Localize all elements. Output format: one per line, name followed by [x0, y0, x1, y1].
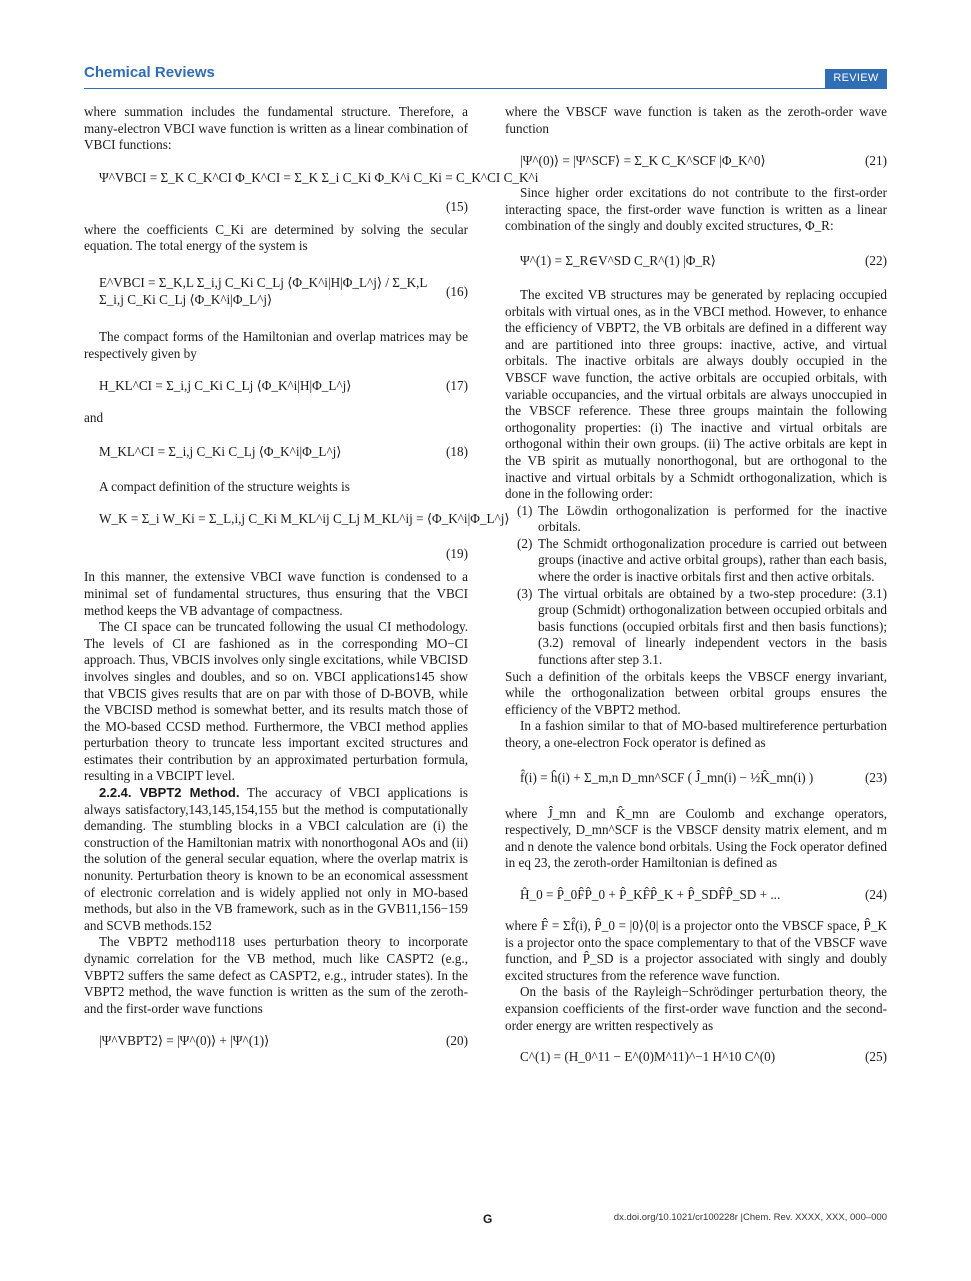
- equation-expression: |Ψ^(0)⟩ = |Ψ^SCF⟩ = Σ_K C_K^SCF |Φ_K^0⟩: [520, 152, 766, 168]
- equation-expression: W_K = Σ_i W_Ki = Σ_L,i,j C_Ki M_KL^ij C_Lj M_KL^ij = ⟨Φ_K^i|Φ_L^j⟩: [99, 511, 510, 527]
- paragraph: The VBPT2 method118 uses perturbation theory to incorporate dynamic correlation for the VB method, much like CASPT2 (e.g., VBPT2 suffers the same defect as CASPT2, e.g., intruder states). In the VBPT2 method, the wave function is written as the sum of the zeroth- and the first-order wave functions: [84, 934, 468, 1016]
- list-text: The Schmidt orthogonalization procedure is carried out between groups (inactive and active orbital groups), rather than each basis, where the order is inactive orbitals first and then active orbitals.: [538, 535, 887, 585]
- equation-expression: M_KL^CI = Σ_i,j C_Ki C_Lj ⟨Φ_K^i|Φ_L^j⟩: [99, 444, 342, 460]
- equation-number: (22): [865, 252, 887, 268]
- equation-21: [505, 141, 887, 181]
- section-heading: 2.2.4. VBPT2 Method.: [99, 785, 240, 801]
- list-item: [505, 503, 887, 536]
- equation-expression: C^(1) = (H_0^11 − E^(0)M^11)^−1 H^10 C^(0): [520, 1048, 776, 1064]
- equation-number: (19): [446, 546, 468, 562]
- list-item: [505, 536, 887, 586]
- list-item: [505, 586, 887, 669]
- paragraph: On the basis of the Rayleigh−Schrödinger perturbation theory, the expansion coefficients of the first-order wave function and the second-order energy are written respectively as: [505, 984, 887, 1033]
- paragraph: and: [84, 410, 104, 426]
- procedure-list: [505, 503, 887, 669]
- paragraph-text: The accuracy of VBCI applications is always satisfactory,143,145,154,155 but the method is computationally demanding. The stumbling blocks in a VBCI calculation are (i) the construction of the Hamiltonian matrix with nonorthogonal AOs and (ii) the solution of the general secular equation, where the overlap matrix is nonunity. Perturbation theory is known to be an economical assessment of electronic correlation and is widely applied not only in MO-based methods, but also in the VB framework, such as in the GVB11,156−159 and SCVB methods.152: [84, 785, 468, 933]
- doi-citation: dx.doi.org/10.1021/cr100228r |Chem. Rev. XXXX, XXX, 000–000: [613, 1212, 887, 1223]
- paragraph: where the VBSCF wave function is taken as the zeroth-order wave function: [505, 104, 887, 136]
- equation-17: [84, 366, 468, 406]
- equation-19-number-row: [84, 543, 468, 565]
- paragraph: A compact definition of the structure weights is: [99, 478, 350, 494]
- right-column: [505, 104, 887, 1080]
- equation-18: [84, 431, 468, 475]
- paragraph: The CI space can be truncated following the usual CI methodology. The levels of CI are fashioned as in the corresponding MO−CI approach. Thus, VBCIS involves only single excitations, while VBCISD involves singles and doubles, and so on. VBCI applications145 show that VBCIS gives results that are on par with those of D-BOVB, while the VBCISD method is somewhat better, and its results match those of the MO-based CCSD method. Furthermore, the VBCI method applies perturbation theory to truncate less important excited structures and estimates their contribution by an approximated perturbation formula, resulting in a VBCIPT level.: [84, 619, 468, 784]
- journal-name: Chemical Reviews: [84, 64, 215, 81]
- paragraph: where F̂ = Σf̂(i), P̂_0 = |0⟩⟨0| is a projector onto the VBSCF space, P̂_K is a projector onto the space complementary to that of the VBSCF wave function, and P̂_SD is a projector associated with singly and doubly excited structures from the reference wave function.: [505, 917, 887, 983]
- equation-number: (25): [865, 1048, 887, 1064]
- review-badge: REVIEW: [825, 69, 887, 88]
- equation-number: (17): [446, 377, 468, 393]
- header-rule: [84, 88, 887, 89]
- equation-expression: |Ψ^VBPT2⟩ = |Ψ^(0)⟩ + |Ψ^(1)⟩: [99, 1033, 270, 1049]
- list-number: (1): [517, 502, 533, 518]
- paragraph: where the coefficients C_Ki are determined by solving the secular equation. The total energy of the system is: [84, 221, 468, 254]
- equation-expression: Ψ^VBCI = Σ_K C_K^CI Φ_K^CI = Σ_K Σ_i C_Ki Φ_K^i C_Ki = C_K^CI C_K^i: [99, 170, 539, 186]
- list-number: (2): [517, 535, 533, 551]
- equation-expression: H_KL^CI = Σ_i,j C_Ki C_Lj ⟨Φ_K^i|H|Φ_L^j⟩: [99, 377, 352, 393]
- equation-number: (18): [446, 444, 468, 460]
- equation-number: (21): [865, 152, 887, 168]
- list-number: (3): [517, 585, 533, 601]
- equation-22: [505, 239, 887, 283]
- paragraph: where Ĵ_mn and K̂_mn are Coulomb and exchange operators, respectively, D_mn^SCF is the VBSCF density matrix element, and m and n denote the valence bond orbitals. Using the Fock operator defined in eq 23, the zeroth-order Hamiltonian is defined as: [505, 805, 887, 871]
- equation-16: [84, 259, 468, 325]
- paragraph: The compact forms of the Hamiltonian and overlap matrices may be respectively given by: [84, 328, 468, 361]
- page-header: [84, 64, 887, 88]
- equation-number: (24): [865, 886, 887, 902]
- equation-expression: f̂(i) = ĥ(i) + Σ_m,n D_mn^SCF ( Ĵ_mn(i) − ½K̂_mn(i) ): [520, 770, 814, 786]
- equation-25: [505, 1038, 887, 1076]
- paragraph: Since higher order excitations do not contribute to the first-order interacting space, the first-order wave function is written as a linear combination of the singly and doubly excited structures, Φ_R:: [505, 185, 887, 234]
- equation-expression: Ĥ_0 = P̂_0F̂P̂_0 + P̂_KF̂P̂_K + P̂_SDF̂P̂_SD + ...: [520, 886, 781, 902]
- paragraph: [84, 785, 468, 934]
- equation-24: [505, 876, 887, 914]
- equation-number: (20): [446, 1033, 468, 1049]
- paragraph: where summation includes the fundamental structure. Therefore, a many-electron VBCI wave function is written as a linear combination of VBCI functions:: [84, 104, 468, 153]
- equation-number: (15): [446, 199, 468, 215]
- equation-expression: Ψ^(1) = Σ_R∈V^SD C_R^(1) |Φ_R⟩: [520, 252, 716, 268]
- equation-15: [84, 164, 539, 194]
- left-column: [84, 104, 539, 1065]
- equation-number: (23): [865, 770, 887, 786]
- equation-15-number-row: [84, 198, 468, 218]
- equation-20: [84, 1021, 468, 1061]
- equation-number: (16): [446, 283, 468, 299]
- equation-19: [84, 499, 510, 539]
- page-number: G: [483, 1212, 493, 1226]
- paragraph: In this manner, the extensive VBCI wave function is condensed to a minimal set of fundamental structures, thus ensuring that the VBCI method keeps the VB advantage of compactness.: [84, 569, 468, 618]
- equation-expression: E^VBCI = Σ_K,L Σ_i,j C_Ki C_Lj ⟨Φ_K^i|H|Φ_L^j⟩ / Σ_K,L Σ_i,j C_Ki C_Lj ⟨Φ_K^i|Φ_L^j⟩: [99, 275, 427, 307]
- equation-23: [505, 756, 887, 802]
- paragraph: Such a definition of the orbitals keeps the VBSCF energy invariant, while the orthogonalization between orbital groups ensures the efficiency of the VBPT2 method.: [505, 668, 887, 717]
- paragraph: In a fashion similar to that of MO-based multireference perturbation theory, a one-electron Fock operator is defined as: [505, 718, 887, 750]
- list-text: The virtual orbitals are obtained by a two-step procedure: (3.1) group (Schmidt) orthogonalization between occupied orbitals and basis functions (occupied orbitals first and then basis functions); (3.2) removal of linearly independent vectors in the basis functions after step 3.1.: [538, 585, 887, 668]
- paragraph: The excited VB structures may be generated by replacing occupied orbitals with virtual ones, as in the VBCI method. However, to enhance the efficiency of VBPT2, the VB orbitals are defined in a different way and are partitioned into three groups: inactive, active, and virtual orbitals. The inactive orbitals are always doubly occupied in the VBSCF wave function, the active orbitals are occupied orbitals, with variable occupancies, and the virtual orbitals are always unoccupied in the VBSCF reference. These three groups maintain the following orthogonality properties: (i) The inactive and virtual orbitals are orthogonal within their own groups. (ii) The active orbitals are kept in the VB spirit as mutually nonorthogonal, but are orthogonal to the inactive and virtual orbitals by a Schmidt orthogonalization, which is done in the following order:: [505, 286, 887, 502]
- list-text: The Löwdin orthogonalization is performed for the inactive orbitals.: [538, 502, 887, 535]
